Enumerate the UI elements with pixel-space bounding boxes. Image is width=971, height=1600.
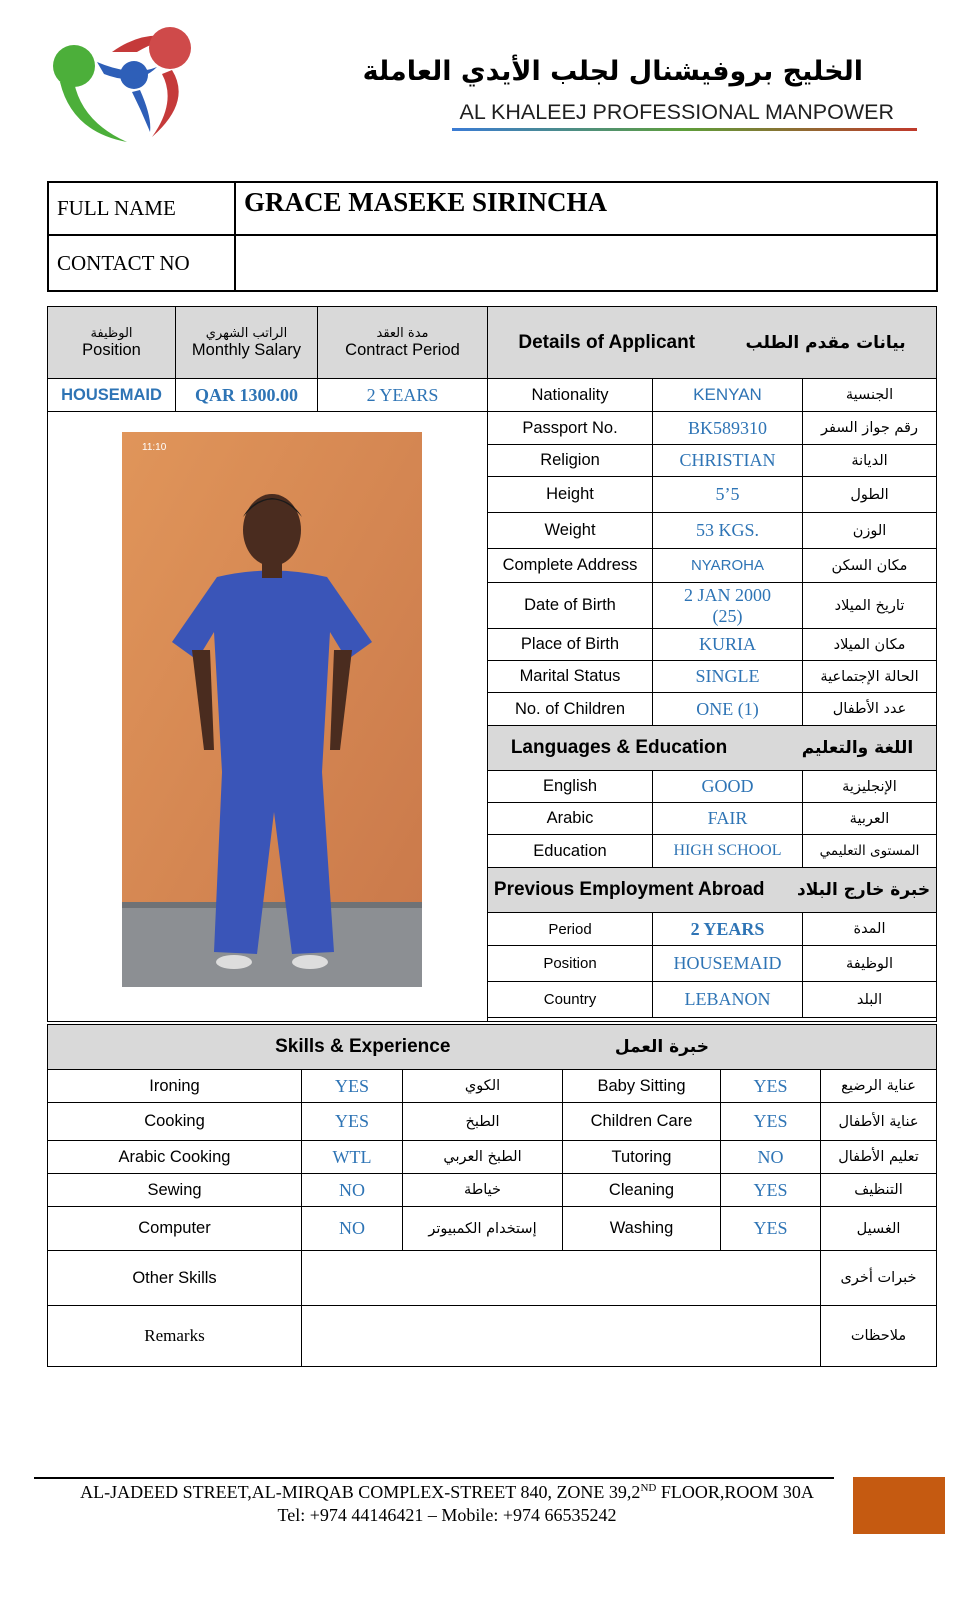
language-label-ar: العربية (803, 803, 937, 835)
company-name-english: AL KHALEEJ PROFESSIONAL MANPOWER (459, 100, 894, 124)
remarks-label: Remarks (48, 1306, 302, 1367)
salary-value: QAR 1300.00 (176, 379, 318, 412)
employment-value: 2 YEARS (653, 913, 803, 946)
skill-label: Tutoring (563, 1141, 721, 1174)
detail-value: KURIA (653, 629, 803, 661)
skill-label-ar: عناية الرضيع (821, 1070, 937, 1103)
footer-accent-block (853, 1477, 945, 1534)
employment-value: LEBANON (653, 982, 803, 1018)
other-skills-label: Other Skills (48, 1251, 302, 1306)
company-name-arabic: الخليج بروفيشنال لجلب الأيدي العاملة (362, 56, 863, 87)
detail-value: NYAROHA (653, 549, 803, 583)
position-header: الوظيفة Position (48, 307, 176, 379)
skill-value: YES (721, 1070, 821, 1103)
detail-value: ONE (1) (653, 693, 803, 726)
language-label: Arabic (488, 803, 653, 835)
detail-label: Weight (488, 513, 653, 549)
skill-label-ar: الغسيل (821, 1207, 937, 1251)
header-underline (452, 128, 917, 131)
skills-experience-header: Skills & Experience خبرة العمل (48, 1025, 937, 1070)
footer-divider (34, 1477, 834, 1479)
contact-value (235, 235, 937, 291)
contact-label: CONTACT NO (48, 235, 235, 291)
position-value: HOUSEMAID (48, 379, 176, 412)
detail-label-ar: مكان الميلاد (803, 629, 937, 661)
language-label-ar: الإنجليزية (803, 771, 937, 803)
footer-phones: Tel: +974 44146421 – Mobile: +974 66535242 (277, 1505, 617, 1525)
other-skills-label-ar: خبرات أخرى (821, 1251, 937, 1306)
language-value: GOOD (653, 771, 803, 803)
detail-value: BK589310 (653, 412, 803, 445)
applicant-photo (122, 432, 422, 987)
skill-value: YES (721, 1174, 821, 1207)
skill-label: Baby Sitting (563, 1070, 721, 1103)
detail-label-ar: الوزن (803, 513, 937, 549)
language-label: English (488, 771, 653, 803)
detail-label: Nationality (488, 379, 653, 412)
detail-label-ar: الديانة (803, 445, 937, 477)
skill-label: Children Care (563, 1103, 721, 1141)
detail-label-ar: الحالة الإجتماعية (803, 661, 937, 693)
education-label-ar: المستوى التعليمي (803, 835, 937, 868)
skill-label-ar: الطبخ العربي (403, 1141, 563, 1174)
detail-label: Religion (488, 445, 653, 477)
language-value: FAIR (653, 803, 803, 835)
skill-value: NO (721, 1141, 821, 1174)
detail-label: Passport No. (488, 412, 653, 445)
full-name-label: FULL NAME (48, 182, 235, 235)
detail-label-ar: عدد الأطفال (803, 693, 937, 726)
skill-label-ar: عناية الأطفال (821, 1103, 937, 1141)
full-name-value: GRACE MASEKE SIRINCHA (235, 182, 937, 235)
identity-table (47, 181, 938, 292)
employment-label: Position (488, 946, 653, 982)
detail-label-ar: رقم جواز السفر (803, 412, 937, 445)
skill-value: YES (302, 1070, 403, 1103)
skill-label: Cooking (48, 1103, 302, 1141)
skill-label-ar: التنظيف (821, 1174, 937, 1207)
applicant-details-table (47, 306, 937, 1022)
skill-label: Ironing (48, 1070, 302, 1103)
detail-label: Marital Status (488, 661, 653, 693)
detail-label: No. of Children (488, 693, 653, 726)
skill-value: YES (721, 1103, 821, 1141)
education-label: Education (488, 835, 653, 868)
skills-table (47, 1024, 937, 1367)
detail-label-ar: الطول (803, 477, 937, 513)
detail-label: Height (488, 477, 653, 513)
education-value: HIGH SCHOOL (653, 835, 803, 868)
skill-value: WTL (302, 1141, 403, 1174)
company-logo (52, 22, 202, 147)
employment-label: Period (488, 913, 653, 946)
detail-label: Date of Birth (488, 583, 653, 629)
salary-header: الراتب الشهري Monthly Salary (176, 307, 318, 379)
photo-cell (48, 412, 488, 1022)
skill-label: Computer (48, 1207, 302, 1251)
skill-label-ar: الكوي (403, 1070, 563, 1103)
detail-value: 5’5 (653, 477, 803, 513)
employment-label-ar: الوظيفة (803, 946, 937, 982)
detail-value: 53 KGS. (653, 513, 803, 549)
skill-label: Arabic Cooking (48, 1141, 302, 1174)
footer-address: AL-JADEED STREET,AL-MIRQAB COMPLEX-STREET 840, ZONE 39,2ND FLOOR,ROOM 30A (80, 1482, 814, 1502)
detail-value: KENYAN (653, 379, 803, 412)
detail-label-ar: تاريخ الميلاد (803, 583, 937, 629)
skill-value: YES (721, 1207, 821, 1251)
skill-label-ar: الطبخ (403, 1103, 563, 1141)
skill-label-ar: خياطة (403, 1174, 563, 1207)
detail-label: Complete Address (488, 549, 653, 583)
other-skills-value (302, 1251, 821, 1306)
contract-header: مدة العقد Contract Period (318, 307, 488, 379)
detail-label-ar: الجنسية (803, 379, 937, 412)
skill-value: NO (302, 1207, 403, 1251)
employment-label: Country (488, 982, 653, 1018)
skill-value: NO (302, 1174, 403, 1207)
remarks-label-ar: ملاحظات (821, 1306, 937, 1367)
skill-label: Sewing (48, 1174, 302, 1207)
skill-value: YES (302, 1103, 403, 1141)
svg-text:11:10: 11:10 (142, 442, 167, 453)
skill-label-ar: إستخدام الكمبيوتر (403, 1207, 563, 1251)
detail-value: 2 JAN 2000 (25) (653, 583, 803, 629)
skill-label: Washing (563, 1207, 721, 1251)
previous-employment-header: Previous Employment Abroad خبرة خارج البلاد (488, 868, 937, 913)
contract-value: 2 YEARS (318, 379, 488, 412)
detail-value: SINGLE (653, 661, 803, 693)
remarks-value (302, 1306, 821, 1367)
employment-label-ar: المدة (803, 913, 937, 946)
detail-value: CHRISTIAN (653, 445, 803, 477)
detail-label: Place of Birth (488, 629, 653, 661)
languages-education-header: Languages & Education اللغة والتعليم (488, 726, 937, 771)
skill-label: Cleaning (563, 1174, 721, 1207)
employment-label-ar: البلد (803, 982, 937, 1018)
details-of-applicant-header: Details of Applicant بيانات مقدم الطلب (488, 307, 937, 379)
employment-value: HOUSEMAID (653, 946, 803, 982)
skill-label-ar: تعليم الأطفال (821, 1141, 937, 1174)
detail-label-ar: مكان السكن (803, 549, 937, 583)
